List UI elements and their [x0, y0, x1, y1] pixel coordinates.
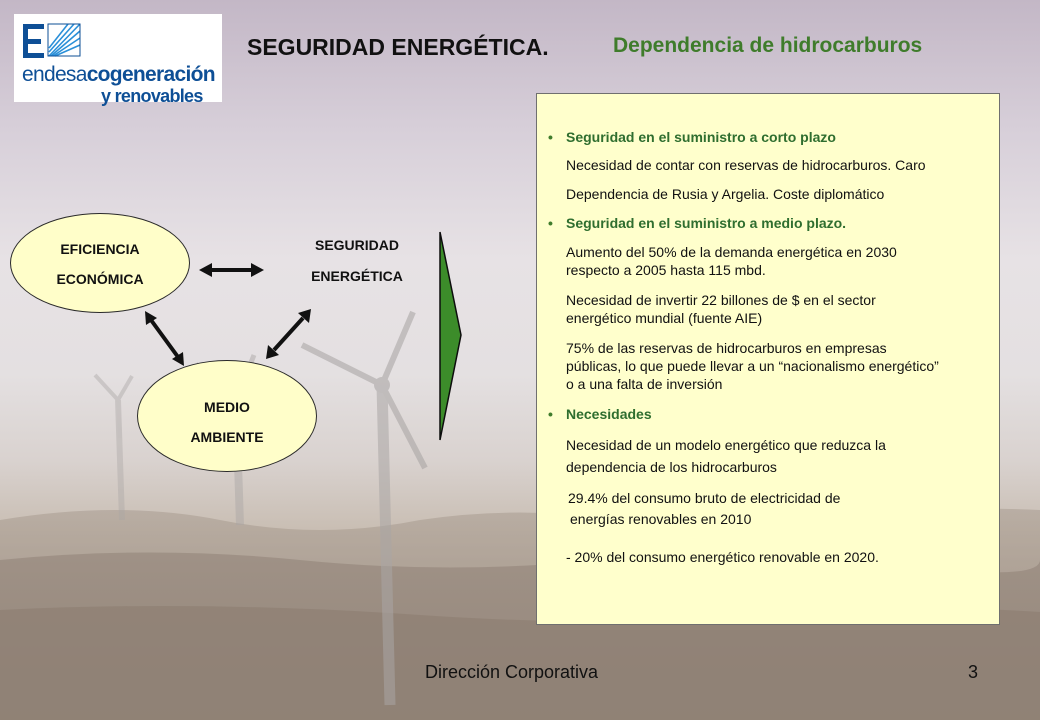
medio-ambiente-label-2: AMBIENTE	[190, 429, 264, 445]
bullet-marker: •	[548, 215, 553, 231]
seguridad-energetica-label-2: ENERGÉTICA	[311, 268, 403, 284]
endesa-e-logo-icon	[22, 22, 82, 64]
eficiencia-label-2: ECONÓMICA	[56, 271, 144, 287]
panel-text: energías renovables en 2010	[570, 511, 752, 527]
panel-text: dependencia de los hidrocarburos	[566, 459, 777, 475]
footer-text: Dirección Corporativa	[425, 662, 599, 682]
panel-text: 29.4% del consumo bruto de electricidad de	[568, 490, 841, 506]
panel-text: Necesidad de un modelo energético que reduzca la	[566, 437, 886, 453]
panel-text: - 20% del consumo energético renovable en 2020.	[566, 549, 879, 565]
panel-text: Necesidad de invertir 22 billones de $ en el sector	[566, 292, 876, 308]
panel-text: Dependencia de Rusia y Argelia. Coste diplomático	[566, 186, 885, 202]
content-panel	[536, 93, 1000, 625]
logo-brand-name: endesa	[22, 63, 87, 86]
slide-subtitle: Dependencia de hidrocarburos	[613, 34, 923, 57]
panel-text: Aumento del 50% de la demanda energética en 2030	[566, 244, 897, 260]
panel-heading-corto-plazo: Seguridad en el suministro a corto plazo	[566, 129, 836, 145]
medio-ambiente-label-1: MEDIO	[204, 399, 250, 415]
seguridad-energetica-label-1: SEGURIDAD	[314, 237, 399, 253]
panel-heading-necesidades: Necesidades	[566, 406, 652, 422]
bullet-marker: •	[548, 129, 553, 145]
medio-ambiente-node	[137, 360, 317, 472]
panel-text: o a una falta de inversión	[566, 376, 723, 392]
panel-text: Necesidad de contar con reservas de hidrocarburos. Caro	[566, 157, 926, 173]
slide-title: SEGURIDAD ENERGÉTICA.	[247, 34, 549, 60]
eficiencia-economica-node	[10, 213, 190, 313]
logo-text-line1	[22, 63, 215, 87]
panel-text: públicas, lo que puede llevar a un “nacionalismo energético”	[566, 358, 939, 374]
bullet-marker: •	[548, 406, 553, 422]
logo-division-name: cogeneración	[86, 63, 215, 86]
panel-text: respecto a 2005 hasta 115 mbd.	[566, 262, 766, 278]
panel-heading-medio-plazo: Seguridad en el suministro a medio plazo.	[566, 215, 847, 231]
logo-text-line2: y renovables	[101, 86, 203, 106]
eficiencia-label-1: EFICIENCIA	[60, 241, 140, 257]
company-logo	[14, 14, 222, 106]
panel-text: energético mundial (fuente AIE)	[566, 310, 763, 326]
panel-text: 75% de las reservas de hidrocarburos en empresas	[566, 340, 887, 356]
page-number: 3	[968, 662, 979, 682]
